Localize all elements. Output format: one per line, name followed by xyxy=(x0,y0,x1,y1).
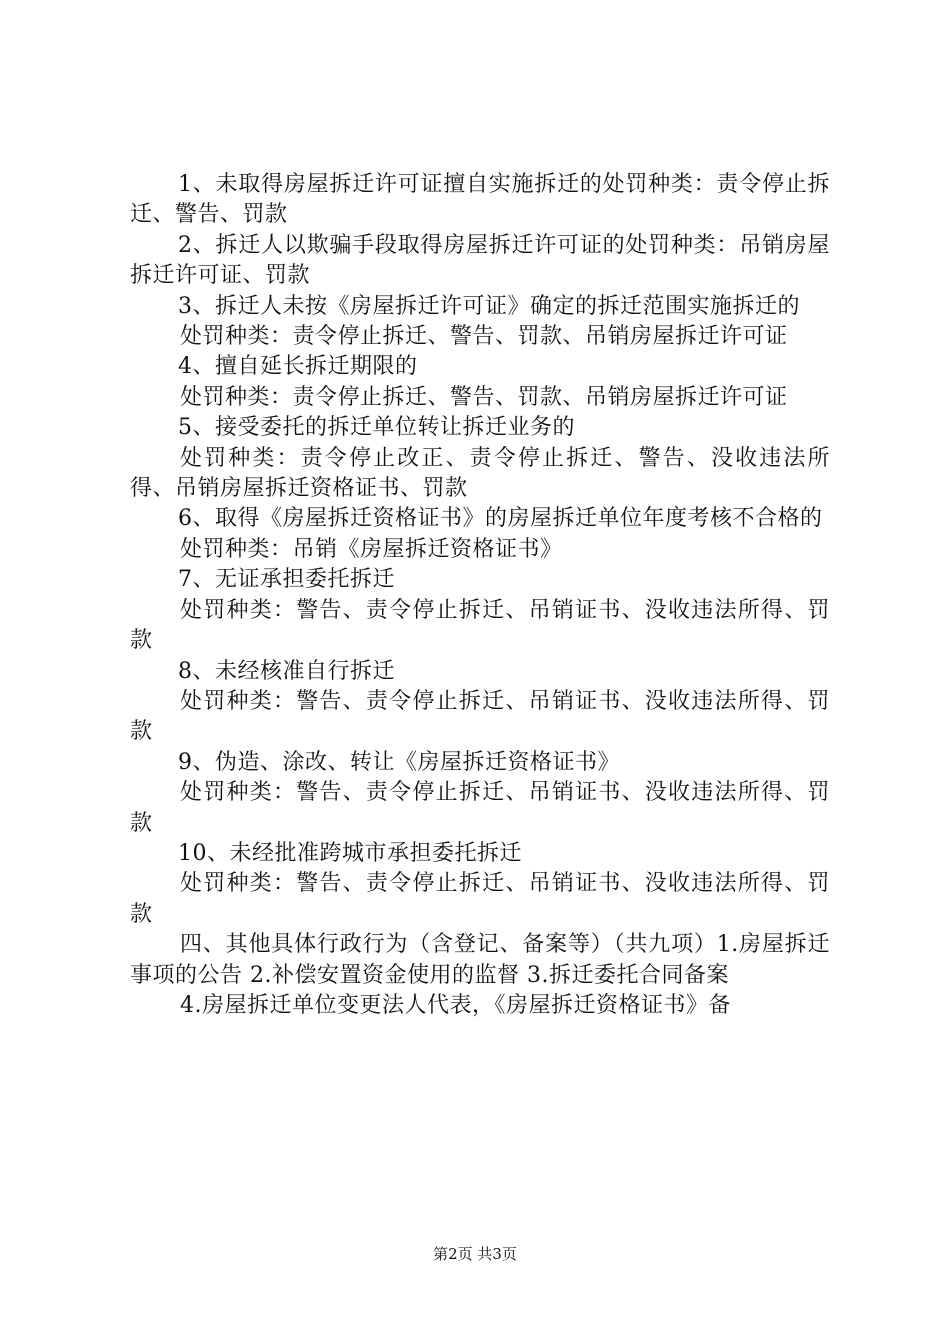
paragraph: 处罚种类：警告、责令停止拆迁、吊销证书、没收违法所得、罚款 xyxy=(130,597,830,654)
paragraph: 2、拆迁人以欺骗手段取得房屋拆迁许可证的处罚种类：吊销房屋拆迁许可证、罚款 xyxy=(130,232,830,289)
paragraph: 6、取得《房屋拆迁资格证书》的房屋拆迁单位年度考核不合格的 xyxy=(178,506,823,532)
document-body xyxy=(130,170,830,1021)
paragraph: 8、未经核准自行拆迁 xyxy=(178,658,395,684)
paragraph: 处罚种类：警告、责令停止拆迁、吊销证书、没收违法所得、罚款 xyxy=(130,688,830,745)
paragraph: 1、未取得房屋拆迁许可证擅自实施拆迁的处罚种类：责令停止拆迁、警告、罚款 xyxy=(130,172,830,228)
paragraph: 5、接受委托的拆迁单位转让拆迁业务的 xyxy=(178,415,575,441)
page-number-footer: 第2页 共3页 xyxy=(433,1245,517,1263)
paragraph: 9、伪造、涂改、转让《房屋拆迁资格证书》 xyxy=(178,749,620,775)
paragraph: 四、其他具体行政行为（含登记、备案等）（共九项）1.房屋拆迁事项的公告 2.补偿安置资金使用的监督 3.拆迁委托合同备案 xyxy=(130,932,830,988)
paragraph: 处罚种类：警告、责令停止拆迁、吊销证书、没收违法所得、罚款 xyxy=(130,871,830,927)
paragraph: 3、拆迁人未按《房屋拆迁许可证》确定的拆迁范围实施拆迁的 xyxy=(178,293,800,319)
paragraph: 10、未经批准跨城市承担委托拆迁 xyxy=(178,840,522,866)
paragraph: 4.房屋拆迁单位变更法人代表，《房屋拆迁资格证书》备 xyxy=(180,992,731,1018)
paragraph: 处罚种类：责令停止拆迁、警告、罚款、吊销房屋拆迁许可证 xyxy=(180,384,788,410)
paragraph: 处罚种类：责令停止拆迁、警告、罚款、吊销房屋拆迁许可证 xyxy=(180,324,788,350)
paragraph: 处罚种类：警告、责令停止拆迁、吊销证书、没收违法所得、罚款 xyxy=(130,780,830,836)
paragraph: 处罚种类：吊销《房屋拆迁资格证书》 xyxy=(180,536,563,562)
paragraph: 7、无证承担委托拆迁 xyxy=(178,567,395,593)
paragraph: 4、擅自延长拆迁期限的 xyxy=(178,354,418,380)
paragraph: 处罚种类：责令停止改正、责令停止拆迁、警告、没收违法所得、吊销房屋拆迁资格证书、罚款 xyxy=(130,445,830,502)
